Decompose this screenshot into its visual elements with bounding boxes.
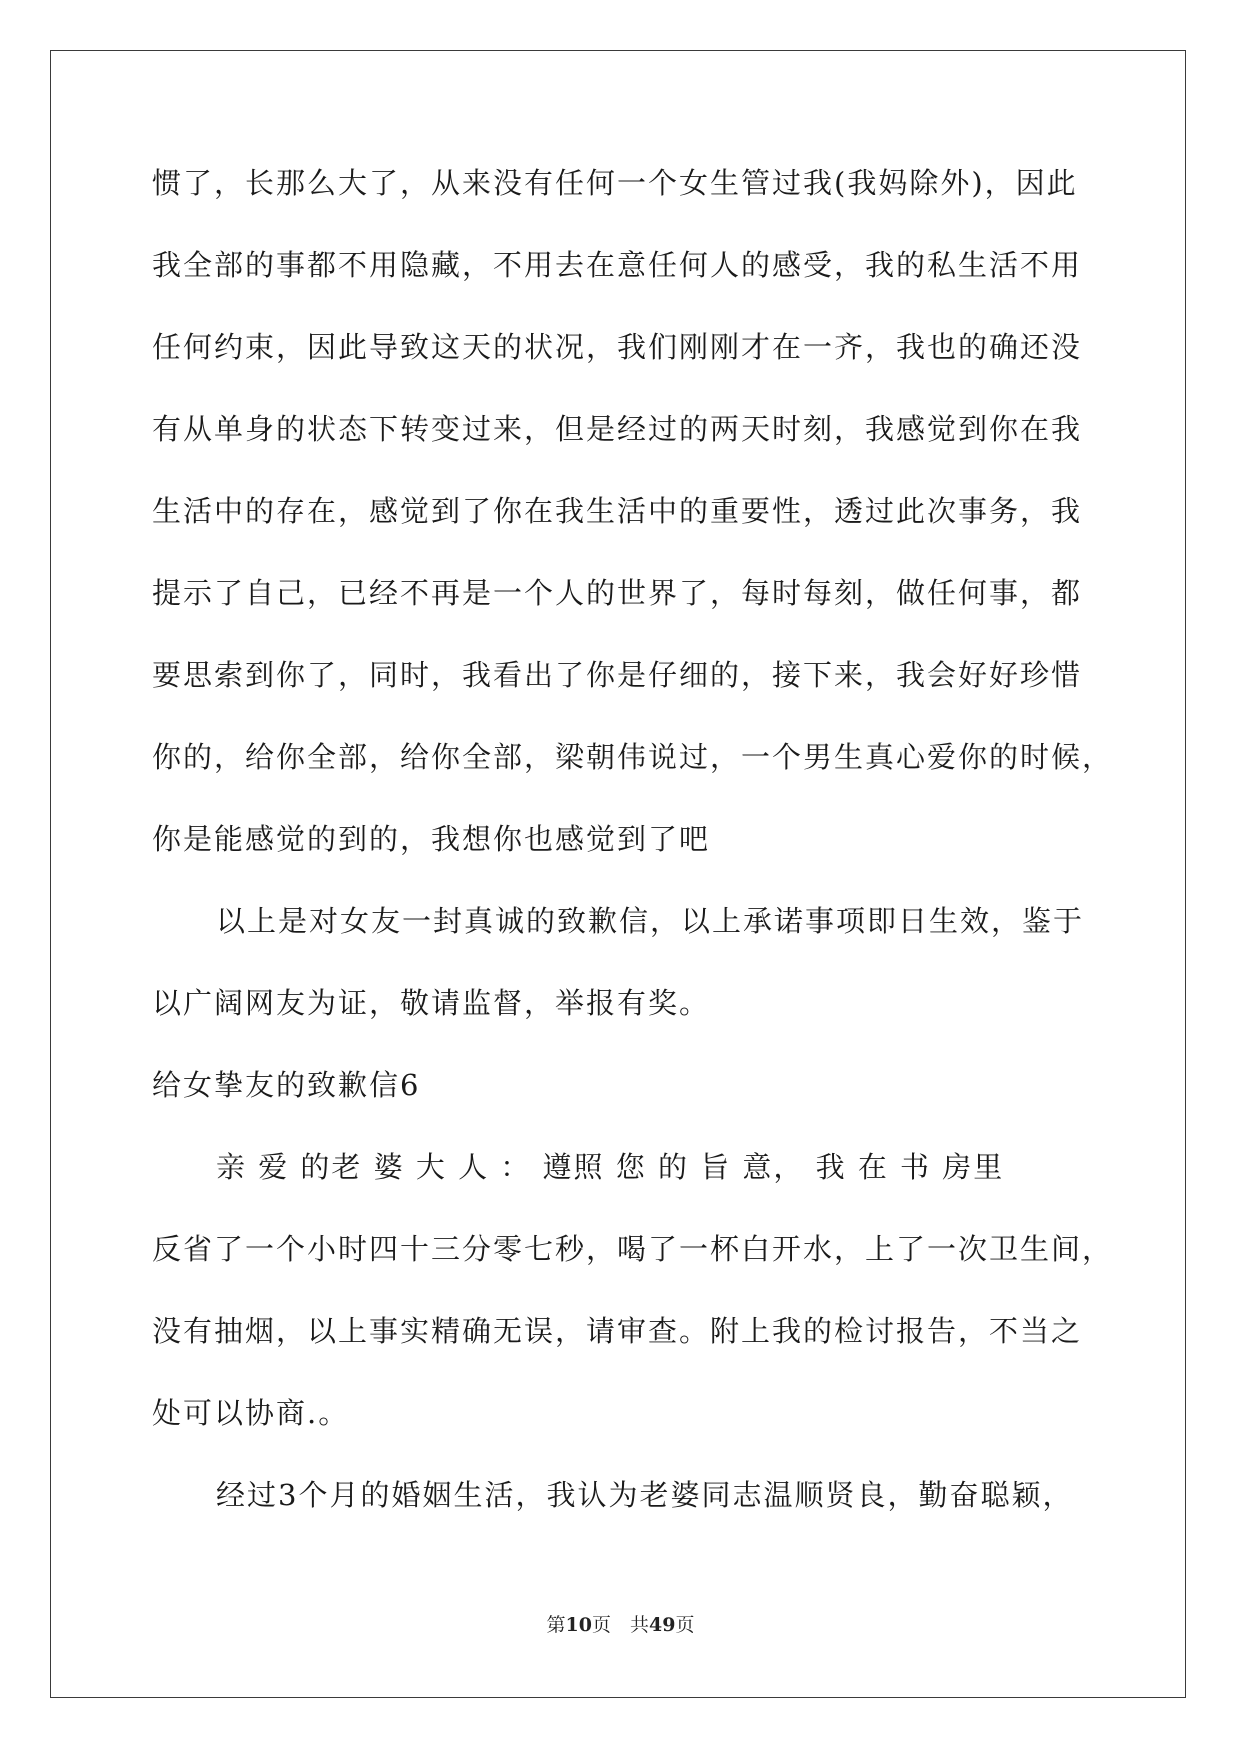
text-line: 我全部的事都不用隐藏，不用去在意任何人的感受，我的私生活不用 <box>152 248 1083 282</box>
text-line: 你是能感觉的到的，我想你也感觉到了吧 <box>152 822 711 856</box>
text-line: 提示了自己，已经不再是一个人的世界了，每时每刻，做任何事，都 <box>152 576 1083 610</box>
footer-prefix: 第 <box>546 1614 566 1636</box>
text-line: 以广阔网友为证，敬请监督，举报有奖。 <box>152 986 711 1020</box>
text-line: 有从单身的状态下转变过来，但是经过的两天时刻，我感觉到你在我 <box>152 412 1083 446</box>
text-line: 任何约束，因此导致这天的状况，我们刚刚才在一齐，我也的确还没 <box>152 330 1083 364</box>
document-body <box>152 142 1114 1536</box>
footer-mid: 页 共 <box>591 1614 649 1636</box>
text-line: 要思索到你了，同时，我看出了你是仔细的，接下来，我会好好珍惜 <box>152 658 1083 692</box>
text-line: 你的，给你全部，给你全部，梁朝伟说过，一个男生真心爱你的时候， <box>152 740 1114 774</box>
current-page-number: 10 <box>565 1614 592 1636</box>
total-page-count: 49 <box>649 1614 676 1636</box>
text-line: 生活中的存在，感觉到了你在我生活中的重要性，透过此次事务，我 <box>152 494 1083 528</box>
salutation-line: 亲 爱 的老 婆 大 人 ： 遵照 您 的 旨 意， 我 在 书 房里 <box>216 1150 1005 1184</box>
text-line: 处可以协商.。 <box>152 1396 350 1430</box>
paragraph-start-line: 经过3个月的婚姻生活，我认为老婆同志温顺贤良，勤奋聪颖， <box>216 1478 1074 1512</box>
text-line: 没有抽烟，以上事实精确无误，请审查。附上我的检讨报告，不当之 <box>152 1314 1083 1348</box>
paragraph-start-line: 以上是对女友一封真诚的致歉信，以上承诺事项即日生效，鉴于 <box>216 904 1085 938</box>
section-heading: 给女挚友的致歉信6 <box>152 1068 421 1102</box>
text-line: 反省了一个小时四十三分零七秒，喝了一杯白开水，上了一次卫生间， <box>152 1232 1114 1266</box>
text-line: 惯了，长那么大了，从来没有任何一个女生管过我(我妈除外)，因此 <box>152 166 1078 200</box>
footer-suffix: 页 <box>675 1614 695 1636</box>
page-footer <box>0 1610 1241 1637</box>
